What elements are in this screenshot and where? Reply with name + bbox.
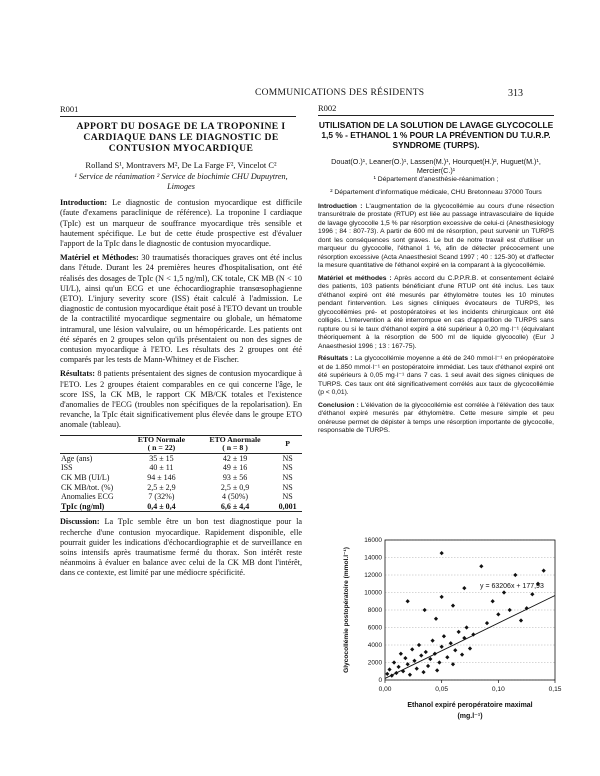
chart-point bbox=[440, 595, 444, 599]
right-results-paragraph bbox=[318, 355, 554, 398]
table-row: TpIc (ng/ml) 0,4 ± 0,4 6,6 ± 4,4 0,001 bbox=[61, 501, 297, 511]
left-intro-paragraph bbox=[60, 198, 302, 249]
right-article-code: R002 bbox=[318, 104, 337, 113]
right-intro-label: Introduction : bbox=[318, 202, 363, 210]
chart-y-tick-label: 6000 bbox=[367, 624, 382, 632]
chart-x-tick-label: 0,10 bbox=[491, 686, 505, 693]
left-article-affiliations: ¹ Service de réanimation ² Service de biochimie CHU Dupuytren, Limoges bbox=[74, 172, 288, 192]
right-article-affil-1: ¹ Département d'anesthésie-réanimation ; bbox=[373, 175, 499, 183]
right-methods-text: Après accord du C.P.P.R.B. et consentement éclairé des patients, 103 patients bénéficiant d'une RTUP ont été inclus. Les taux d'éthanol expiré ont été mesurés par éthylomètre toutes les 10 minutes pendant l'intervention. Les signes cliniques évocateurs de TURPS, les glycocollémies pré- et postopératoires et les incidents chirurgicaux ont été colligés. L'intervention a été interrompue en cas d'apparition de TURPS sans rupture ou si le taux d'éthanol expiré a été supérieur à 0,20 mg·l⁻¹ (équivalant théoriquement à la résorption de 500 ml de liquide glycocolle) (Eur J Anaesthesiol 1996 ; 13 : 167-75). bbox=[318, 274, 554, 350]
chart-point bbox=[423, 608, 427, 612]
left-article-rule bbox=[60, 116, 296, 117]
scatter-chart-svg bbox=[330, 532, 566, 730]
chart-point bbox=[479, 564, 483, 568]
chart-point bbox=[542, 569, 546, 573]
chart-y-tick-label: 14000 bbox=[364, 554, 382, 562]
page-header bbox=[0, 88, 600, 102]
left-intro-text: Le diagnostic de contusion myocardique est difficile (faute d'examens paraclinique de référence). La troponine I cardiaque (TpIc) est un marqueur de souffrance myocardique très sensible et hautement spécifique. Le but de cette étude prospective est d'évaluer l'apport de la TpIc dans le diagnostic de contusion myocardique. bbox=[60, 198, 302, 249]
chart-point bbox=[468, 646, 472, 650]
chart-point bbox=[426, 664, 430, 668]
chart-y-tick-label: 0 bbox=[378, 677, 382, 685]
chart-point bbox=[424, 650, 428, 654]
chart-point bbox=[403, 656, 407, 660]
table-row: Anomalies ECG 7 (32%) 4 (50%) NS bbox=[61, 492, 293, 502]
chart-point bbox=[502, 590, 506, 594]
chart-point bbox=[519, 618, 523, 622]
chart-point bbox=[406, 662, 410, 666]
right-article-authors: Douat(O.)¹, Leaner(O.)¹, Lassen(M.)¹, Hourquet(H.)², Huguet(M.)¹, Mercier(C.)¹ bbox=[331, 156, 541, 175]
chart-point bbox=[410, 647, 414, 651]
chart-point bbox=[508, 608, 512, 612]
results-table bbox=[60, 435, 302, 513]
chart-point bbox=[442, 634, 446, 638]
table-row: ISS 40 ± 11 49 ± 16 NS bbox=[61, 463, 293, 473]
right-article-affil-2: ² Département d'informatique médicale, CHU Bretonneau 37000 Tours bbox=[330, 189, 542, 196]
chart-x-label: Ethanol expiré peropératoire maximal bbox=[407, 702, 533, 709]
right-article-title: UTILISATION DE LA SOLUTION DE LAVAGE GLYCOCOLLE 1,5 % - ETHANOL 1 % POUR LA PRÉVENTION DU T.U.R.P. SYNDROME (TURPS). bbox=[318, 119, 554, 150]
table-row: CK MB (UI/L) 94 ± 146 93 ± 56 NS bbox=[61, 473, 293, 483]
chart-y-ticks bbox=[364, 537, 382, 684]
chart-point bbox=[460, 653, 464, 657]
right-article-rule bbox=[318, 115, 554, 116]
chart-y-tick-label: 8000 bbox=[367, 607, 382, 615]
chart-point bbox=[435, 668, 439, 672]
chart-point bbox=[451, 662, 455, 666]
chart-point bbox=[513, 573, 517, 577]
running-title: COMMUNICATIONS DES RÉSIDENTS bbox=[255, 88, 425, 98]
chart-y-tick-label: 4000 bbox=[367, 642, 382, 650]
chart-point bbox=[406, 599, 410, 603]
left-article bbox=[60, 104, 302, 674]
scatter-chart bbox=[330, 532, 566, 730]
chart-point bbox=[431, 639, 435, 643]
chart-point bbox=[387, 667, 391, 671]
chart-point bbox=[485, 621, 489, 625]
results-table-header bbox=[60, 436, 302, 453]
chart-point bbox=[462, 586, 466, 590]
left-methods-label: Matériel et Méthodes: bbox=[60, 253, 139, 263]
left-discussion-label: Discussion: bbox=[60, 517, 100, 527]
chart-point bbox=[419, 653, 423, 657]
chart-point bbox=[421, 670, 425, 674]
chart-point bbox=[449, 641, 453, 645]
chart-point bbox=[451, 604, 455, 608]
chart-point bbox=[417, 643, 421, 647]
table-row: Age (ans) 35 ± 15 42 ± 19 NS bbox=[61, 453, 293, 463]
header-eto-anormale: ETO Anormale ( n = 8 ) bbox=[209, 434, 261, 453]
right-methods-paragraph bbox=[318, 275, 554, 352]
chart-point bbox=[385, 672, 389, 676]
left-results-text: 8 patients présentaient des signes de contusion myocardique à l'ETO. Les 2 groupes étaient comparables en ce qui concerne l'âge, le score ISS, la CK MB, le rapport CK MB/CK totales et l'existence d'anomalies de l'ECG (troubles non spécifiques de la repolarisation). En revanche, la TpIc était significativement plus élevée dans le groupe ETO anomale (tableau). bbox=[60, 369, 302, 430]
left-methods-text: 30 traumatisés thoraciques graves ont été inclus dans l'étude. Durant les 24 premières heures d'hospitalisation, ont été réalisés des dosages de TpIc (N < 1,5 ng/ml), CK totale, CK MB (N < 10 UI/L), ainsi qu'un ECG et une échocardiographie transœsophagienne (ETO). L'injury severity score (ISS) était calculé à l'admission. Le diagnostic de contusion myocardique était posé à l'ETO devant un trouble de la contractilité myocardique segmentaire ou globale, un hématome intramural, une lésion valvulaire, ou un hémopéricarde. Les patients ont été séparés en 2 groupes selon qu'ils présentaient ou non des signes de contusion myocardique à l'ETO. Les résultats des 2 groupes ont été comparés par les tests de Mann-Whitney et de Fischer. bbox=[60, 253, 302, 365]
chart-x-tick-label: 0,00 bbox=[378, 686, 392, 693]
left-article-authors: Rolland S¹, Montravers M², De La Farge F², Vincelot C² bbox=[85, 160, 277, 171]
header-eto-normale: ETO Normale ( n = 22) bbox=[137, 434, 186, 453]
chart-point bbox=[437, 660, 441, 664]
chart-point bbox=[491, 599, 495, 603]
left-article-code: R001 bbox=[60, 104, 79, 114]
chart-point bbox=[415, 667, 419, 671]
left-intro-label: Introduction: bbox=[60, 198, 108, 208]
right-methods-label: Matériel et méthodes : bbox=[318, 274, 392, 282]
left-results-paragraph bbox=[60, 369, 302, 430]
left-results-label: Résultats: bbox=[60, 369, 96, 379]
chart-point bbox=[496, 612, 500, 616]
right-conclusion-paragraph bbox=[318, 402, 554, 436]
chart-point bbox=[412, 659, 416, 663]
right-intro-text: L'augmentation de la glycocollémie au cours d'une résection transurétrale de prostate (RTUP) est liée au passage intravasculaire de liquide de lavage glycocolle 1,5 % par résorption excessive de celui-ci (Anesthesiology 1996 ; 84 : 807-73). A partir de 600 ml de résorption, peut survenir un TURPS dont les conséquences sont graves. Le but de notre travail est d'utiliser un marqueur du glycocolle, l'éthanol 1 %, afin de détecter précocement une résorption excessive (Acta Anaesthesiol Scand 1997 ; 40 : 125-30) et d'affecter la mesure quantitative de l'éthanol expiré en la comparant à la glycocollémie. bbox=[318, 202, 554, 269]
chart-point bbox=[397, 665, 401, 669]
left-discussion-paragraph bbox=[60, 517, 302, 578]
chart-y-tick-label: 16000 bbox=[364, 537, 382, 545]
left-discussion-text: La TpIc semble être un bon test diagnostique pour la recherche d'une contusion myocardique. Rapidement disponible, elle pourrait guider les indications d'échocardiographie et de surveillance en soins intensifs après traumatisme fermé du thorax. Son intérêt reste néanmoins à évaluer en balance avec celui de la CK MB dont l'intérêt, dans ce contexte, est limité par une médiocre spécificité. bbox=[60, 517, 302, 578]
chart-point bbox=[440, 645, 444, 649]
chart-point bbox=[465, 625, 469, 629]
right-intro-paragraph bbox=[318, 203, 554, 271]
chart-point bbox=[399, 652, 403, 656]
right-conclusion-text: L'élévation de la glycocollémie est corrélée à l'élévation des taux d'éthanol expiré mesurés par éthylomètre. Cette mesure simple et peu onéreuse permet de dépister à temps une résorption importante de glycocolle, responsable de TURPS. bbox=[318, 401, 554, 434]
left-article-title: APPORT DU DOSAGE DE LA TROPONINE I CARDIAQUE DANS LE DIAGNOSTIC DE CONTUSION MYOCARDIQUE bbox=[76, 121, 286, 155]
table-row: CK MB/tot. (%) 2,5 ± 2,9 2,5 ± 0,9 NS bbox=[61, 482, 293, 492]
header-p: P bbox=[285, 438, 290, 448]
chart-x-tick-label: 0,05 bbox=[435, 686, 449, 693]
chart-point bbox=[392, 660, 396, 664]
chart-x-label-unit: (mg.l⁻¹) bbox=[457, 713, 483, 720]
chart-y-tick-label: 2000 bbox=[367, 659, 382, 667]
chart-equation: y = 63206x + 177,93 bbox=[480, 583, 544, 590]
chart-point bbox=[530, 592, 534, 596]
chart-x-ticks bbox=[379, 680, 562, 693]
chart-point bbox=[440, 551, 444, 555]
chart-y-tick-label: 12000 bbox=[364, 572, 382, 580]
right-results-label: Résultats : bbox=[318, 355, 353, 362]
page-number: 313 bbox=[508, 88, 523, 99]
chart-gridlines bbox=[385, 540, 555, 680]
right-results-text: La glycocollémie moyenne a été de 240 mmol·l⁻¹ en préopératoire et de 1.850 mmol·l⁻¹ en postopératoire immédiat. Les taux d'éthanol expiré ont été supérieurs à 0,05 mg·l⁻¹ dans 7 cas. 1 seul avait des signes cliniques de TURPS. Ces taux ont été significativement corrélés aux taux de glycocollémie (p < 0,01). bbox=[318, 355, 554, 396]
chart-point bbox=[445, 655, 449, 659]
chart-point bbox=[453, 648, 457, 652]
chart-points bbox=[385, 551, 546, 678]
chart-point bbox=[434, 617, 438, 621]
chart-y-label: Glycocollémie postopératoire (mmol.l⁻¹) bbox=[343, 547, 350, 673]
chart-point bbox=[457, 630, 461, 634]
left-methods-paragraph bbox=[60, 253, 302, 365]
right-conclusion-label: Conclusion : bbox=[318, 401, 359, 409]
chart-trendline bbox=[385, 595, 555, 678]
chart-point bbox=[408, 673, 412, 677]
chart-y-tick-label: 10000 bbox=[364, 589, 382, 597]
chart-x-tick-label: 0,15 bbox=[548, 686, 562, 693]
